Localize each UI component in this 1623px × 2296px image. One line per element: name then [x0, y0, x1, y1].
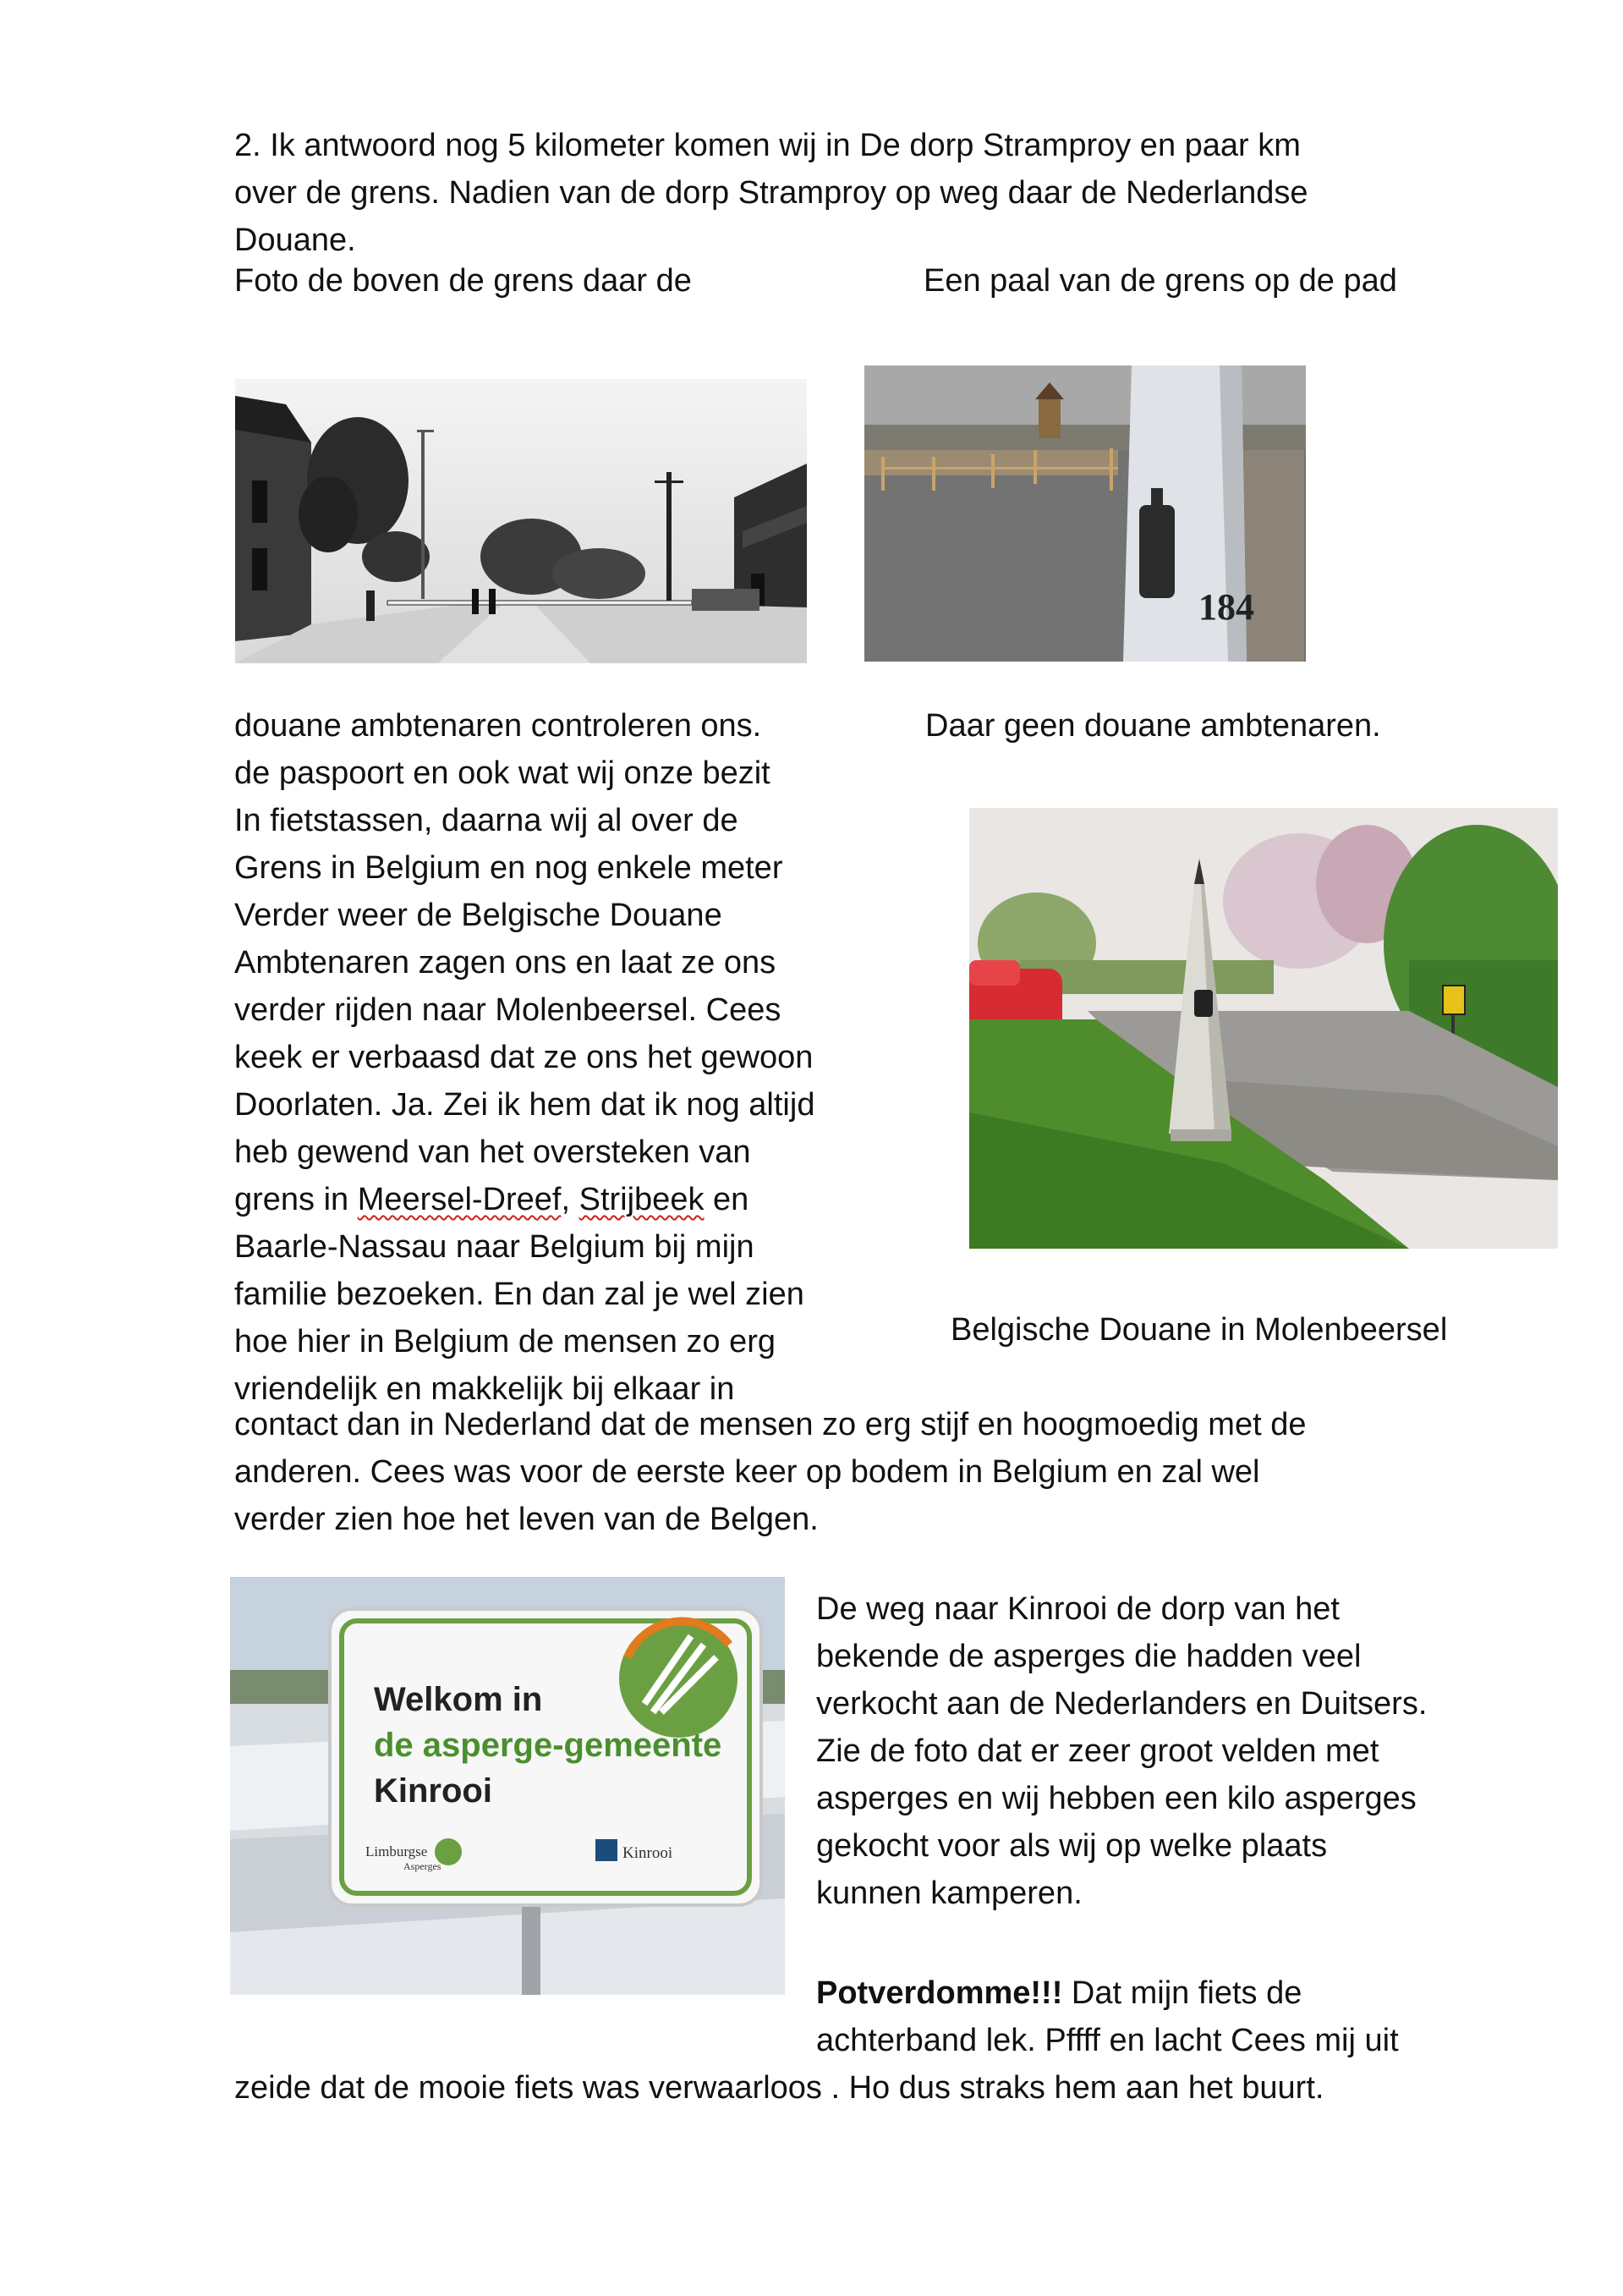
story-line: douane ambtenaren controleren ons.: [234, 708, 762, 744]
sign-logo-asperges: Asperges: [403, 1860, 441, 1872]
caption-belgian-customs: Belgische Douane in Molenbeersel: [951, 1312, 1448, 1348]
caption-top-right: Een paal van de grens op de pad: [924, 263, 1397, 299]
kinrooi-line: asperges en wij hebben een kilo asperges: [816, 1781, 1417, 1816]
story-line: verder rijden naar Molenbeersel. Cees: [234, 992, 781, 1028]
story-line: Ambtenaren zagen ons en laat ze ons: [234, 945, 776, 980]
story-line: Verder weer de Belgische Douane: [234, 898, 722, 933]
intro-line: over de grens. Nadien van de dorp Stramproy op weg daar de Nederlandse: [234, 175, 1308, 211]
spell-underline-word: Strijbeek: [578, 1182, 705, 1217]
sign-asperge-text: de asperge-gemeente: [374, 1727, 722, 1764]
story-line: Baarle-Nassau naar Belgium bij mijn: [234, 1229, 754, 1265]
sign-logo-limburgse: Limburgse: [365, 1843, 428, 1859]
kinrooi-line: De weg naar Kinrooi de dorp van het: [816, 1591, 1340, 1627]
story-line: Doorlaten. Ja. Zei ik hem dat ik nog altijd: [234, 1087, 815, 1123]
story-line: hoe hier in Belgium de mensen zo erg: [234, 1324, 776, 1359]
border-pole-184-photo: [864, 365, 1306, 662]
full-line: anderen. Cees was voor de eerste keer op bodem in Belgium en zal wel: [234, 1454, 1260, 1490]
story-line: familie bezoeken. En dan zal je wel zien: [234, 1277, 804, 1312]
caption-mid-right: Daar geen douane ambtenaren.: [925, 708, 1381, 744]
kinrooi-welcome-sign-photo: [230, 1577, 785, 1995]
sign-welcome-text: Welkom in: [374, 1681, 543, 1718]
story-line: vriendelijk en makkelijk bij elkaar in: [234, 1371, 735, 1407]
full-line: verder zien hoe het leven van de Belgen.: [234, 1502, 819, 1537]
story-line-underlined: grens in Meersel-Dreef, Strijbeek en: [234, 1182, 749, 1217]
spell-underline-word: Meersel-Dreef: [357, 1182, 562, 1217]
full-line: contact dan in Nederland dat de mensen zo erg stijf en hoogmoedig met de: [234, 1407, 1307, 1442]
ending-line-3: zeide dat de mooie fiets was verwaarloos . Ho dus straks hem aan het buurt.: [234, 2070, 1324, 2106]
story-line: keek er verbaasd dat ze ons het gewoon: [234, 1040, 814, 1075]
belgian-border-post-photo: [969, 808, 1558, 1249]
pole-number: 184: [1198, 586, 1254, 628]
intro-line: Douane.: [234, 222, 356, 258]
historic-border-photo: [235, 379, 807, 663]
kinrooi-line: gekocht voor als wij op welke plaats: [816, 1828, 1328, 1864]
kinrooi-line: Zie de foto dat er zeer groot velden met: [816, 1733, 1379, 1769]
story-line: heb gewend van het oversteken van: [234, 1134, 751, 1170]
ending-line-1: Potverdomme!!! Dat mijn fiets de: [816, 1975, 1302, 2011]
intro-line: 2. Ik antwoord nog 5 kilometer komen wij in De dorp Stramproy en paar km: [234, 128, 1301, 163]
kinrooi-line: verkocht aan de Nederlanders en Duitsers.: [816, 1686, 1428, 1722]
story-line: Grens in Belgium en nog enkele meter: [234, 850, 783, 886]
kinrooi-line: kunnen kamperen.: [816, 1876, 1083, 1911]
sign-kinrooi-text: Kinrooi: [374, 1772, 492, 1810]
kinrooi-line: bekende de asperges die hadden veel: [816, 1639, 1362, 1674]
story-line: de paspoort en ook wat wij onze bezit: [234, 755, 770, 791]
caption-top-left: Foto de boven de grens daar de: [234, 263, 692, 299]
sign-logo-kinrooi: Kinrooi: [622, 1844, 673, 1862]
story-line: In fietstassen, daarna wij al over de: [234, 803, 738, 838]
ending-line-2: achterband lek. Pffff en lacht Cees mij uit: [816, 2023, 1399, 2058]
exclamation-bold: Potverdomme!!!: [816, 1975, 1063, 2011]
